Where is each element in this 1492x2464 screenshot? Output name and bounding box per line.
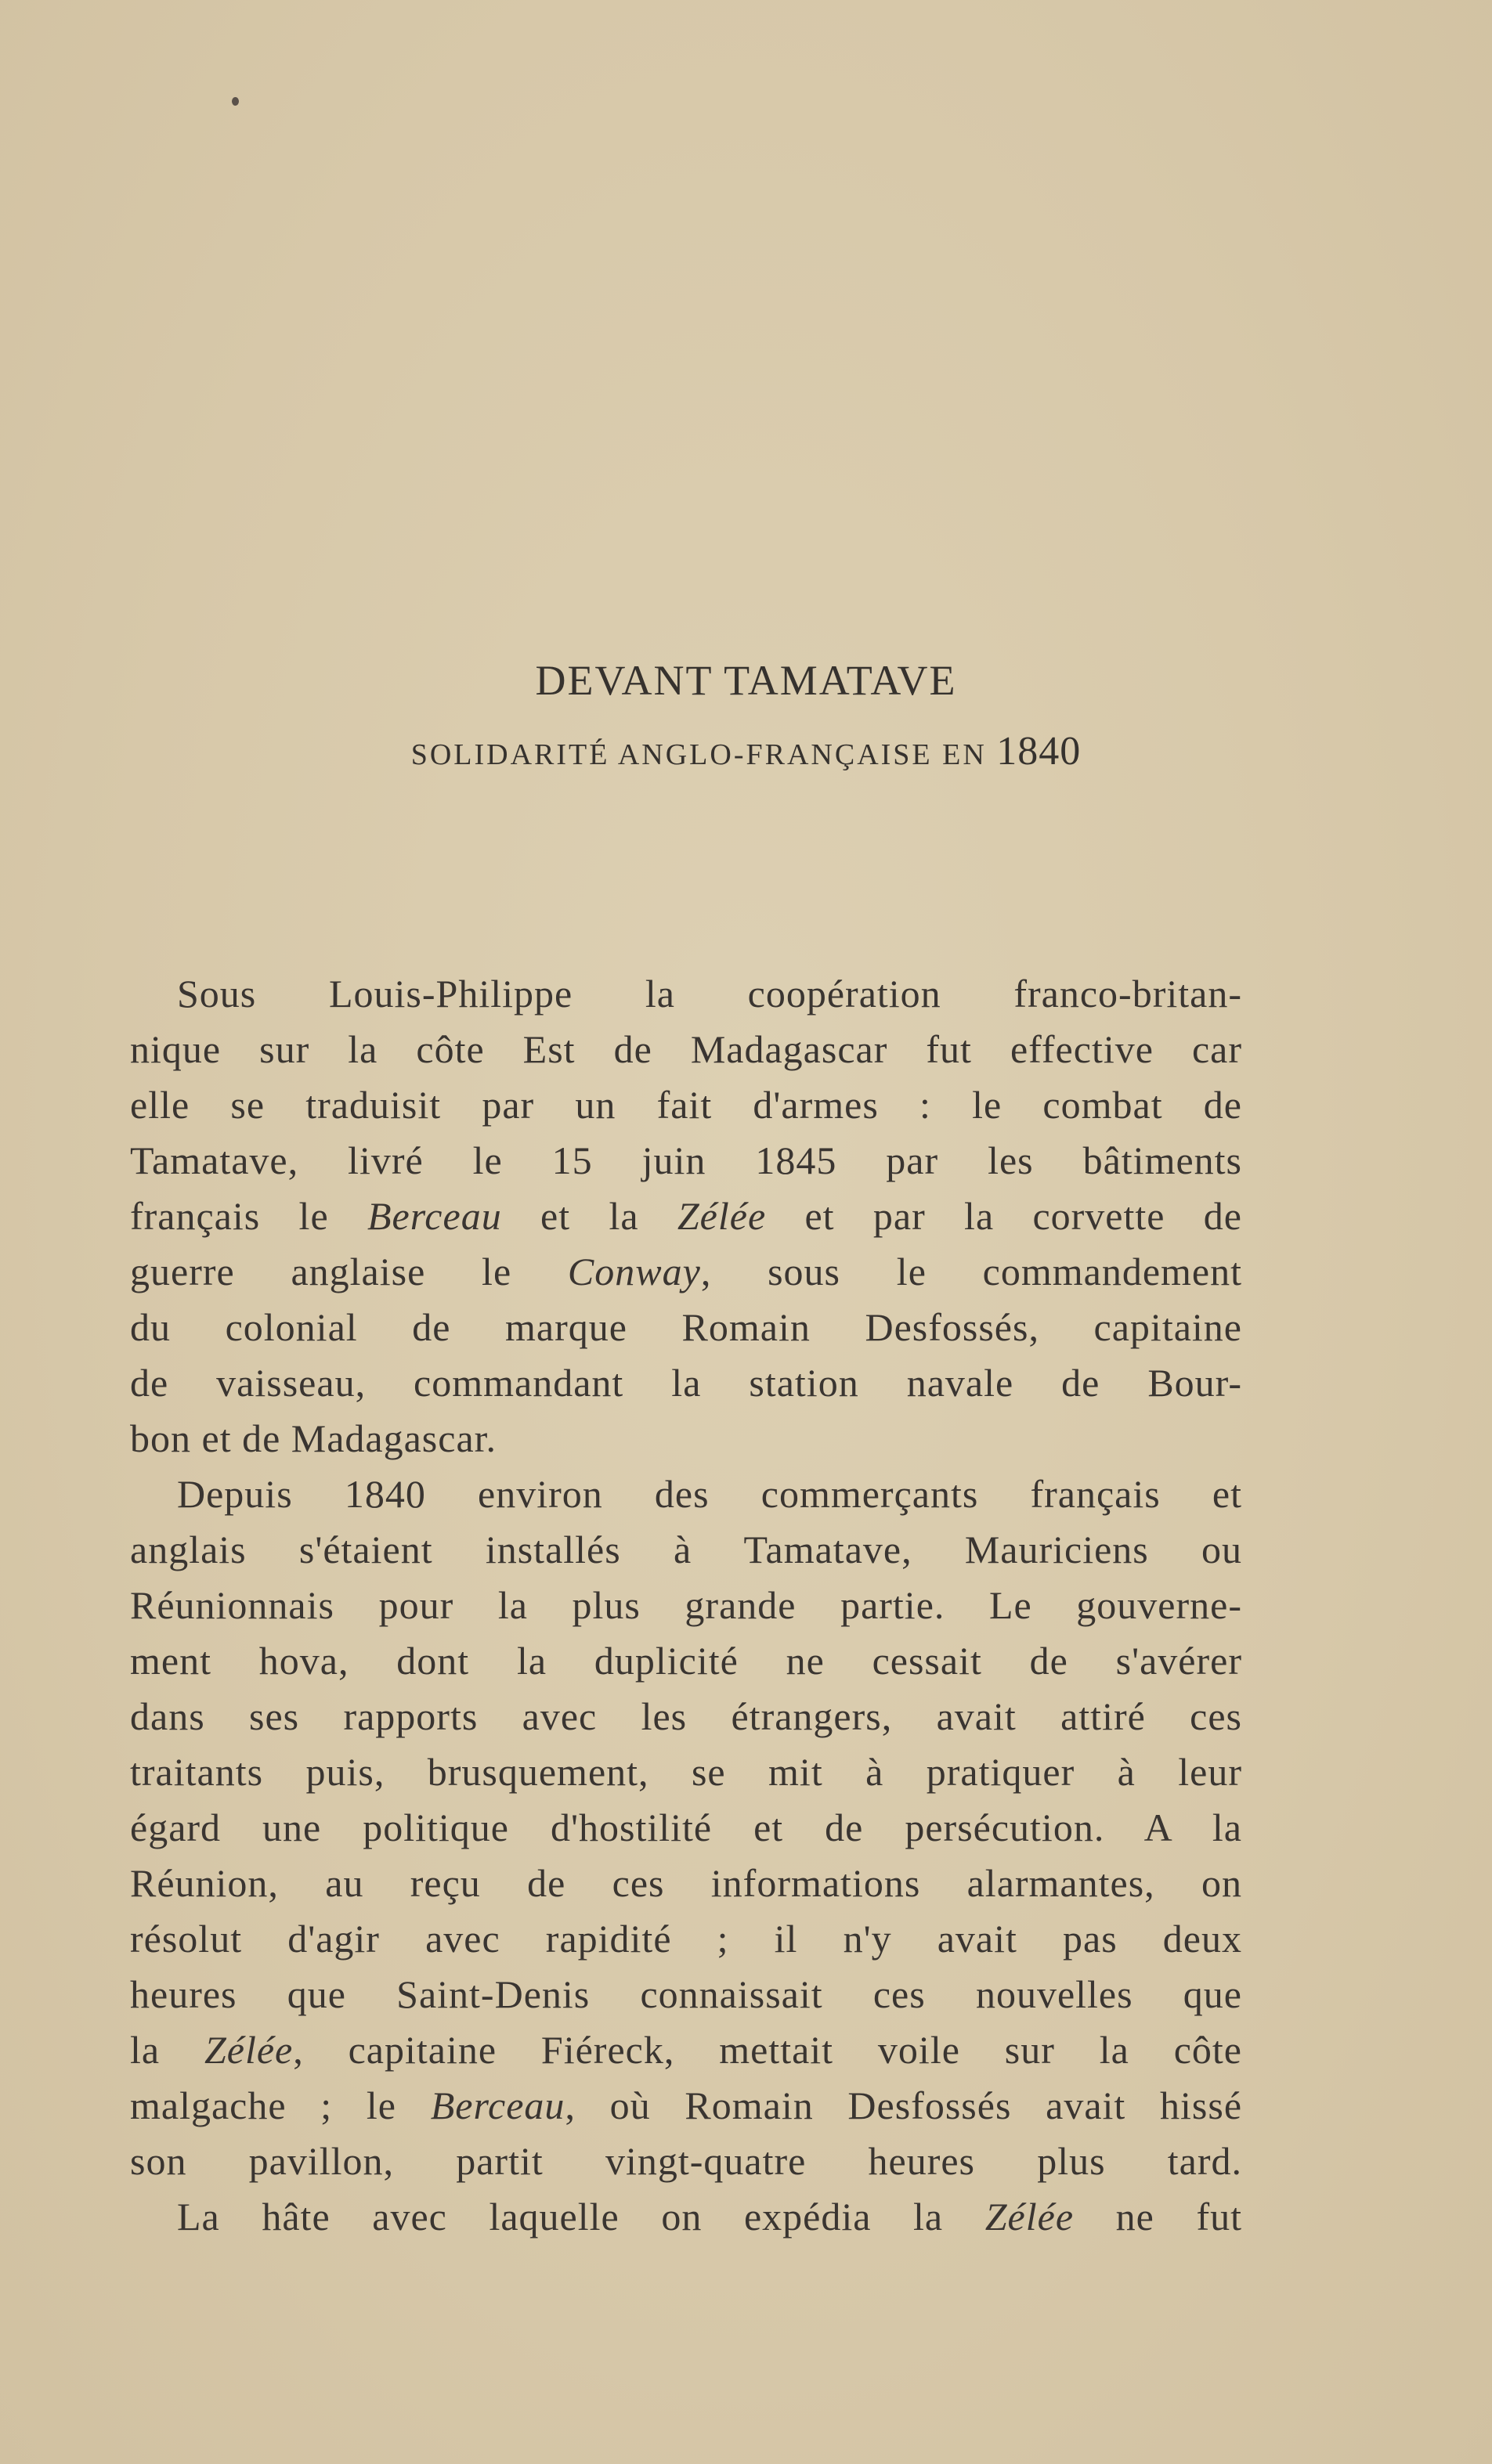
text-run: La hâte avec laquelle on expédia la bbox=[177, 2195, 985, 2239]
text-line: Depuis 1840 environ des commerçants français et bbox=[177, 1472, 1242, 1516]
ship-name: Zélée bbox=[677, 1194, 767, 1238]
text-line: dans ses rapports avec les étrangers, avait attiré ces bbox=[130, 1694, 1242, 1738]
text-line: son pavillon, partit vingt-quatre heures plus tard. bbox=[130, 2139, 1242, 2183]
ship-name: Zélée bbox=[204, 2028, 294, 2072]
text-line: heures que Saint-Denis connaissait ces nouvelles que bbox=[130, 1972, 1242, 2016]
ship-name: Berceau bbox=[367, 1194, 502, 1238]
text-line: Sous Louis-Philippe la coopération franco-britan- bbox=[177, 972, 1242, 1016]
text-line: Tamatave, livré le 15 juin 1845 par les bâtiments bbox=[130, 1138, 1242, 1182]
ship-name: Conway bbox=[567, 1250, 701, 1293]
text-line bbox=[130, 2078, 1242, 2134]
body-text bbox=[130, 966, 1242, 2245]
ship-name: Zélée bbox=[984, 2195, 1075, 2239]
text-run: et par la corvette de bbox=[766, 1194, 1242, 1238]
text-line: Réunion, au reçu de ces informations alarmantes, on bbox=[130, 1861, 1242, 1905]
subtitle-text: SOLIDARITÉ ANGLO-FRANÇAISE EN bbox=[410, 738, 987, 771]
ink-speck bbox=[232, 97, 239, 106]
text-line: résolut d'agir avec rapidité ; il n'y avait pas deux bbox=[130, 1917, 1242, 1961]
text-run: guerre anglaise le bbox=[130, 1250, 568, 1293]
text-run: , où Romain Desfossés avait hissé bbox=[565, 2083, 1243, 2127]
text-line: égard une politique d'hostilité et de persécution. A la bbox=[130, 1806, 1242, 1849]
text-line bbox=[130, 1189, 1242, 1244]
text-line: anglais s'étaient installés à Tamatave, Mauriciens ou bbox=[130, 1528, 1242, 1571]
text-line bbox=[130, 2189, 1242, 2245]
text-run: la bbox=[130, 2028, 204, 2072]
text-line: de vaisseau, commandant la station navale de Bour- bbox=[130, 1361, 1242, 1405]
text-run: ne fut bbox=[1074, 2195, 1242, 2239]
text-line: du colonial de marque Romain Desfossés, capitaine bbox=[130, 1305, 1242, 1349]
text-run: français le bbox=[130, 1194, 367, 1238]
text-line: elle se traduisit par un fait d'armes : le combat de bbox=[130, 1083, 1242, 1127]
text-run: malgache ; le bbox=[130, 2083, 431, 2127]
chapter-title: DEVANT TAMATAVE bbox=[535, 657, 957, 704]
subtitle-year: 1840 bbox=[996, 729, 1082, 774]
text-line: ment hova, dont la duplicité ne cessait de s'avérer bbox=[130, 1639, 1242, 1683]
text-line: Réunionnais pour la plus grande partie. Le gouverne- bbox=[130, 1583, 1242, 1627]
ship-name: Berceau bbox=[430, 2083, 565, 2127]
text-line bbox=[130, 2022, 1242, 2078]
text-line: bon et de Madagascar. bbox=[130, 1416, 497, 1460]
chapter-subtitle bbox=[0, 728, 1492, 774]
text-run: et la bbox=[501, 1194, 677, 1238]
text-line bbox=[130, 1244, 1242, 1300]
text-run: , sous le commandement bbox=[700, 1250, 1242, 1293]
text-run: , capitaine Fiéreck, mettait voile sur la côte bbox=[293, 2028, 1242, 2072]
text-line: traitants puis, brusquement, se mit à pratiquer à leur bbox=[130, 1750, 1242, 1794]
text-line: nique sur la côte Est de Madagascar fut effective car bbox=[130, 1027, 1242, 1071]
